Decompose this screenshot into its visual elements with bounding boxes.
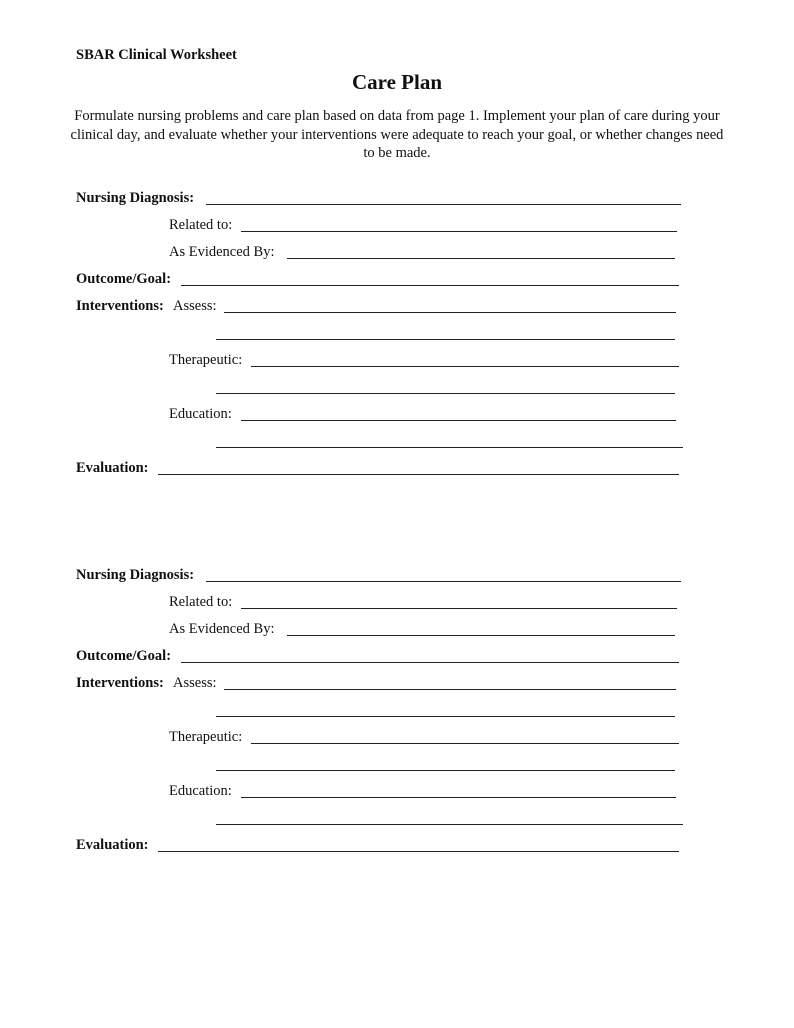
education-blank-line[interactable]: [216, 447, 683, 448]
evaluation-label: Evaluation:: [76, 837, 149, 853]
related-to-label: Related to:: [169, 594, 233, 610]
as-evidenced-by-blank-line[interactable]: [287, 258, 675, 259]
outcome-goal-label: Outcome/Goal:: [76, 648, 172, 664]
education-blank-line[interactable]: [241, 797, 676, 798]
evaluation-blank-line[interactable]: [158, 851, 679, 852]
therapeutic-blank-line[interactable]: [251, 743, 679, 744]
assess-label: Assess:: [173, 298, 217, 314]
interventions-label: Interventions:: [76, 298, 164, 314]
related-to-blank-line[interactable]: [241, 231, 677, 232]
education-blank-line[interactable]: [216, 824, 683, 825]
outcome-goal-blank-line[interactable]: [181, 662, 679, 663]
outcome-goal-label: Outcome/Goal:: [76, 271, 172, 287]
outcome-goal-blank-line[interactable]: [181, 285, 679, 286]
interventions-label: Interventions:: [76, 675, 164, 691]
nursing-diagnosis-blank-line[interactable]: [206, 581, 681, 582]
education-blank-line[interactable]: [241, 420, 676, 421]
nursing-diagnosis-label: Nursing Diagnosis:: [76, 567, 195, 583]
as-evidenced-by-blank-line[interactable]: [287, 635, 675, 636]
nursing-diagnosis-blank-line[interactable]: [206, 204, 681, 205]
therapeutic-blank-line[interactable]: [216, 393, 675, 394]
assess-blank-line[interactable]: [224, 689, 676, 690]
related-to-blank-line[interactable]: [241, 608, 677, 609]
related-to-label: Related to:: [169, 217, 233, 233]
as-evidenced-by-label: As Evidenced By:: [169, 244, 275, 260]
therapeutic-label: Therapeutic:: [169, 729, 243, 745]
assess-blank-line[interactable]: [224, 312, 676, 313]
assess-label: Assess:: [173, 675, 217, 691]
evaluation-blank-line[interactable]: [158, 474, 679, 475]
therapeutic-blank-line[interactable]: [216, 770, 675, 771]
instructions-paragraph: Formulate nursing problems and care plan based on data from page 1. Implement your plan of care during your clinical day, and evaluate whether your interventions were adequate to reach your goal, or whether changes need to be made.: [70, 108, 724, 161]
as-evidenced-by-label: As Evidenced By:: [169, 621, 275, 637]
nursing-diagnosis-label: Nursing Diagnosis:: [76, 190, 195, 206]
education-label: Education:: [169, 406, 232, 422]
evaluation-label: Evaluation:: [76, 460, 149, 476]
assess-blank-line[interactable]: [216, 339, 675, 340]
worksheet-header: SBAR Clinical Worksheet: [76, 47, 237, 63]
therapeutic-label: Therapeutic:: [169, 352, 243, 368]
education-label: Education:: [169, 783, 232, 799]
therapeutic-blank-line[interactable]: [251, 366, 679, 367]
page-title: Care Plan: [351, 70, 443, 94]
assess-blank-line[interactable]: [216, 716, 675, 717]
